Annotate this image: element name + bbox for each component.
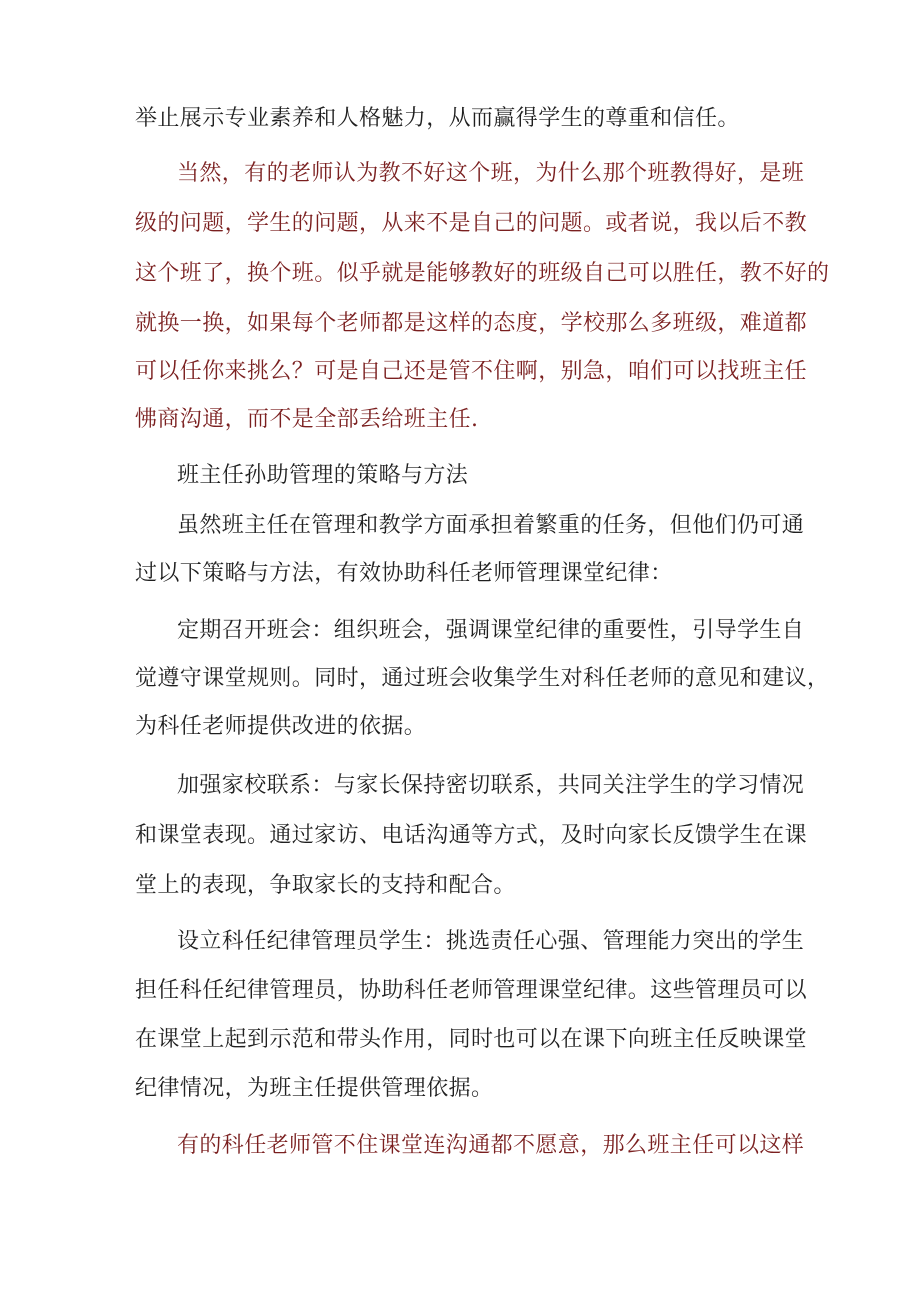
paragraph-2-line-5: 可以任你来挑么？可是自己还是管不住啊，别急，咱们可以找班主任 <box>135 359 808 384</box>
paragraph-7-line-1: 设立科任纪律管理员学生：挑选责任心强、管理能力突出的学生 <box>177 929 805 954</box>
paragraph-7-line-3: 在课堂上起到示范和带头作用，同时也可以在课下向班主任反映课堂 <box>135 1027 808 1052</box>
paragraph-4-line-2: 过以下策略与方法，有效协助科任老师管理课堂纪律： <box>135 561 673 586</box>
paragraph-2-line-6: 怫商沟通，而不是全部丢给班主任. <box>135 407 479 432</box>
paragraph-6-line-1: 加强家校联系：与家长保持密切联系，共同关注学生的学习情况 <box>177 773 805 798</box>
paragraph-7-line-4: 纪律情况，为班主任提供管理依据。 <box>135 1076 494 1101</box>
paragraph-5-line-3: 为科任老师提供改进的依据。 <box>135 714 427 739</box>
paragraph-2-line-2: 级的问题，学生的问题，从来不是自己的问题。或者说，我以后不教 <box>135 211 808 236</box>
paragraph-5-line-1: 定期召开班会：组织班会，强调课堂纪律的重要性，引导学生自 <box>177 618 805 643</box>
paragraph-5-line-2: 觉遵守课堂规则。同时，通过班会收集学生对科任老师的意见和建议， <box>135 666 830 691</box>
paragraph-1-line-1: 举止展示专业素养和人格魅力，从而赢得学生的尊重和信任。 <box>135 106 740 131</box>
paragraph-6-line-3: 堂上的表现，争取家长的支持和配合。 <box>135 873 516 898</box>
paragraph-6-line-2: 和课堂表现。通过家访、电话沟通等方式，及时向家长反馈学生在课 <box>135 823 808 848</box>
paragraph-4-line-1: 虽然班主任在管理和教学方面承担着繁重的任务，但他们仍可通 <box>177 513 805 538</box>
paragraph-2-line-1: 当然，有的老师认为教不好这个班，为什么那个班教得好，是班 <box>177 161 805 186</box>
section-heading: 班主任孙助管理的策略与方法 <box>177 463 469 488</box>
paragraph-2-line-3: 这个班了，换个班。似乎就是能够教好的班级自己可以胜任，教不好的 <box>135 261 830 286</box>
paragraph-2-line-4: 就换一换，如果每个老师都是这样的态度，学校那么多班级，难道都 <box>135 311 808 336</box>
paragraph-7-line-2: 担任科任纪律管理员，协助科任老师管理课堂纪律。这些管理员可以 <box>135 978 808 1003</box>
paragraph-8-line-1: 有的科任老师管不住课堂连沟通都不愿意，那么班主任可以这样 <box>177 1133 805 1158</box>
